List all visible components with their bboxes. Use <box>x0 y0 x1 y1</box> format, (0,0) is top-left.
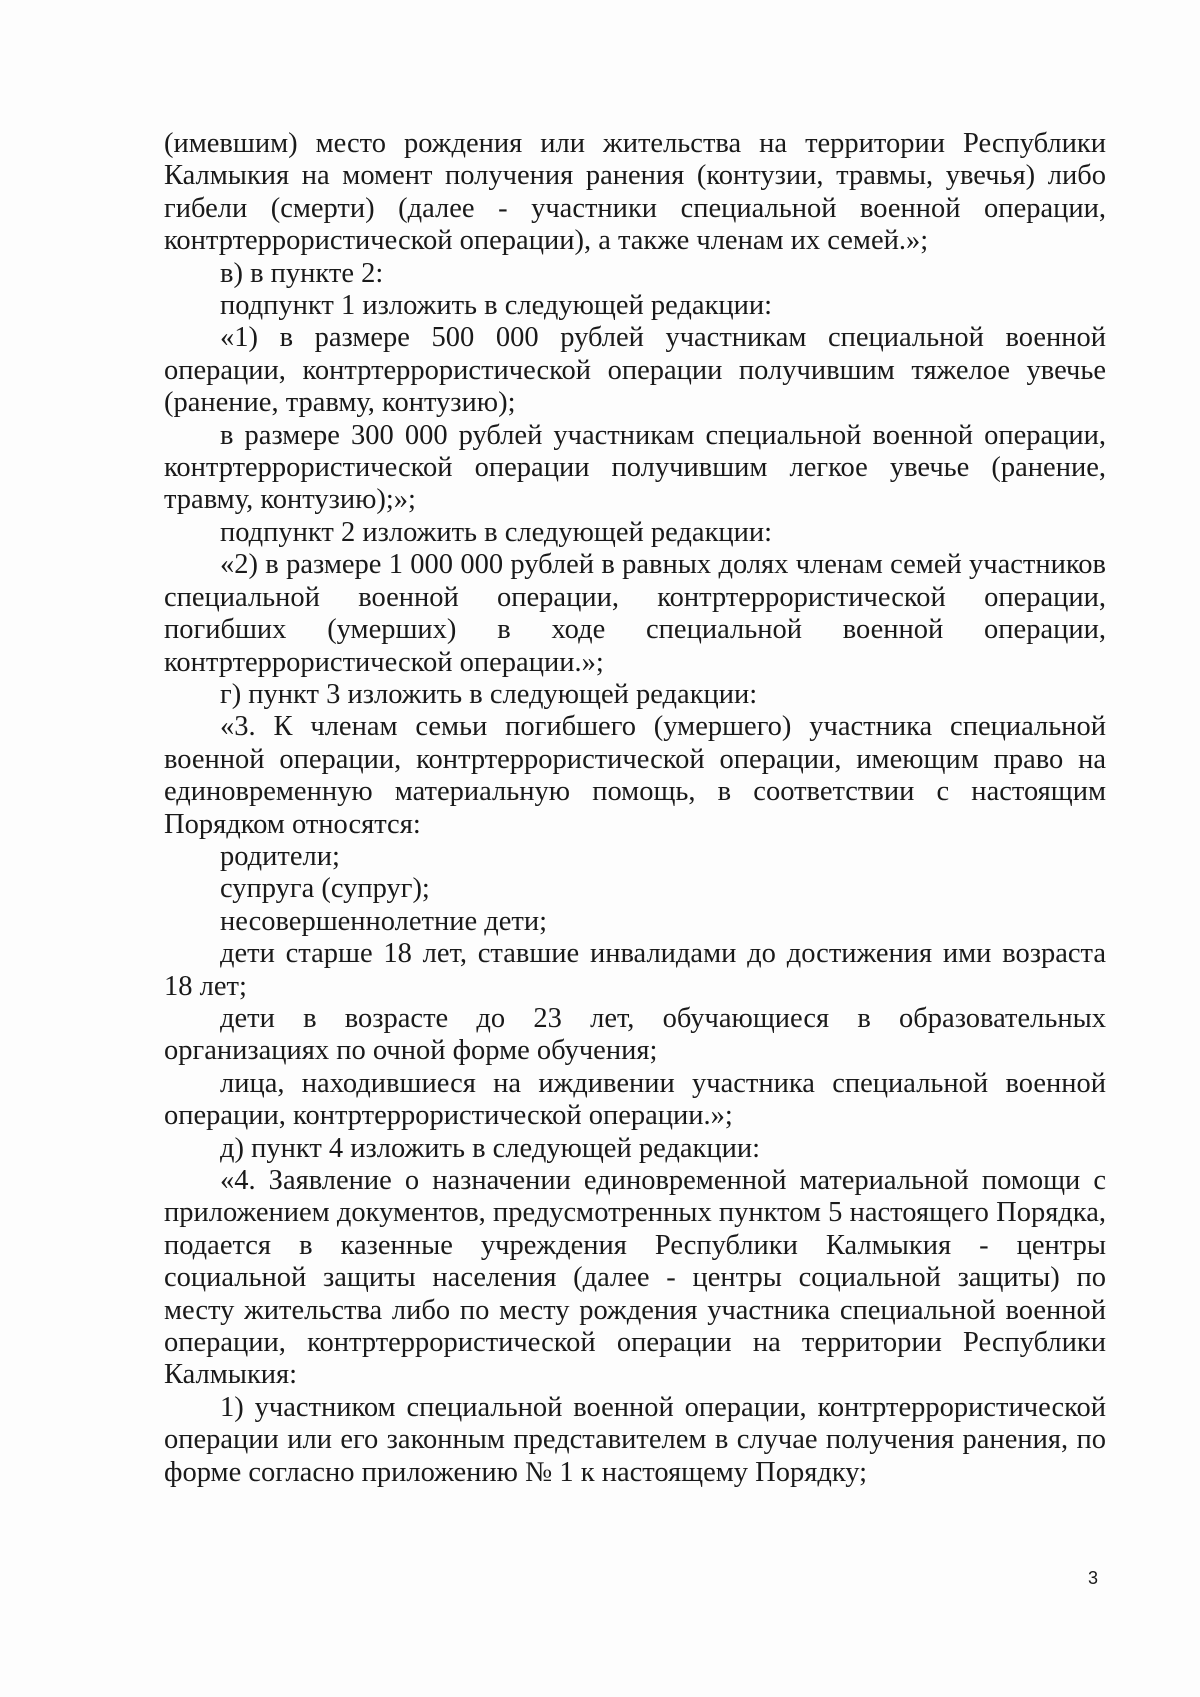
paragraph: г) пункт 3 изложить в следующей редакции: <box>220 678 758 710</box>
paragraph: подпункт 2 изложить в следующей редакции: <box>220 516 773 548</box>
paragraph: д) пункт 4 изложить в следующей редакции: <box>220 1132 761 1164</box>
paragraph: родители; <box>220 840 340 872</box>
paragraph: в размере 300 000 рублей участникам специальной военной операции, контртеррористической операции получившим легкое увечье (ранение, травму, контузию);»; <box>164 419 1106 516</box>
paragraph: дети старше 18 лет, ставшие инвалидами до достижения ими возраста 18 лет; <box>164 938 1106 1002</box>
paragraph: в) в пункте 2: <box>220 257 384 289</box>
paragraph: «2) в размере 1 000 000 рублей в равных долях членам семей участников специальной военной операции, контртеррористической операции, погибших (умерших) в ходе специальной военной операции, контртеррористической операции.»; <box>164 549 1106 678</box>
paragraph: «4. Заявление о назначении единовременной материальной помощи с приложением документов, предусмотренных пунктом 5 настоящего Порядка, подается в казенные учреждения Республики Калмыкия - центры социальной защиты населения (далее - центры социальной защиты) по месту жительства либо по месту рождения участника специальной военной операции, контртеррористической операции на территории Республики Калмыкия: <box>164 1165 1106 1391</box>
paragraph: «3. К членам семьи погибшего (умершего) участника специальной военной операции, контртеррористической операции, имеющим право на единовременную материальную помощь, в соответствии с настоящим Порядком относятся: <box>164 711 1106 840</box>
paragraph: несовершеннолетние дети; <box>220 905 548 937</box>
paragraph: 1) участником специальной военной операции, контртеррористической операции или его законным представителем в случае получения ранения, по форме согласно приложению № 1 к настоящему Порядку; <box>164 1391 1106 1488</box>
paragraph: дети в возрасте до 23 лет, обучающиеся в образовательных организациях по очной форме обучения; <box>164 1002 1106 1067</box>
paragraph: «1) в размере 500 000 рублей участникам специальной военной операции, контртеррористической операции получившим тяжелое увечье (ранение, травму, контузию); <box>164 322 1106 419</box>
paragraph: лица, находившиеся на иждивении участника специальной военной операции, контртеррористической операции.»; <box>164 1067 1106 1132</box>
paragraph: (имевшим) место рождения или жительства на территории Республики Калмыкия на момент получения ранения (контузии, травмы, увечья) либо гибели (смерти) (далее - участники специальной военной операции, контртеррористической операции), а также членам их семей.»; <box>164 128 1106 257</box>
page-number: 3 <box>1088 1568 1099 1588</box>
paragraph: супруга (супруг); <box>220 873 430 905</box>
document-body <box>164 128 1106 1489</box>
paragraph: подпункт 1 изложить в следующей редакции: <box>220 290 773 322</box>
